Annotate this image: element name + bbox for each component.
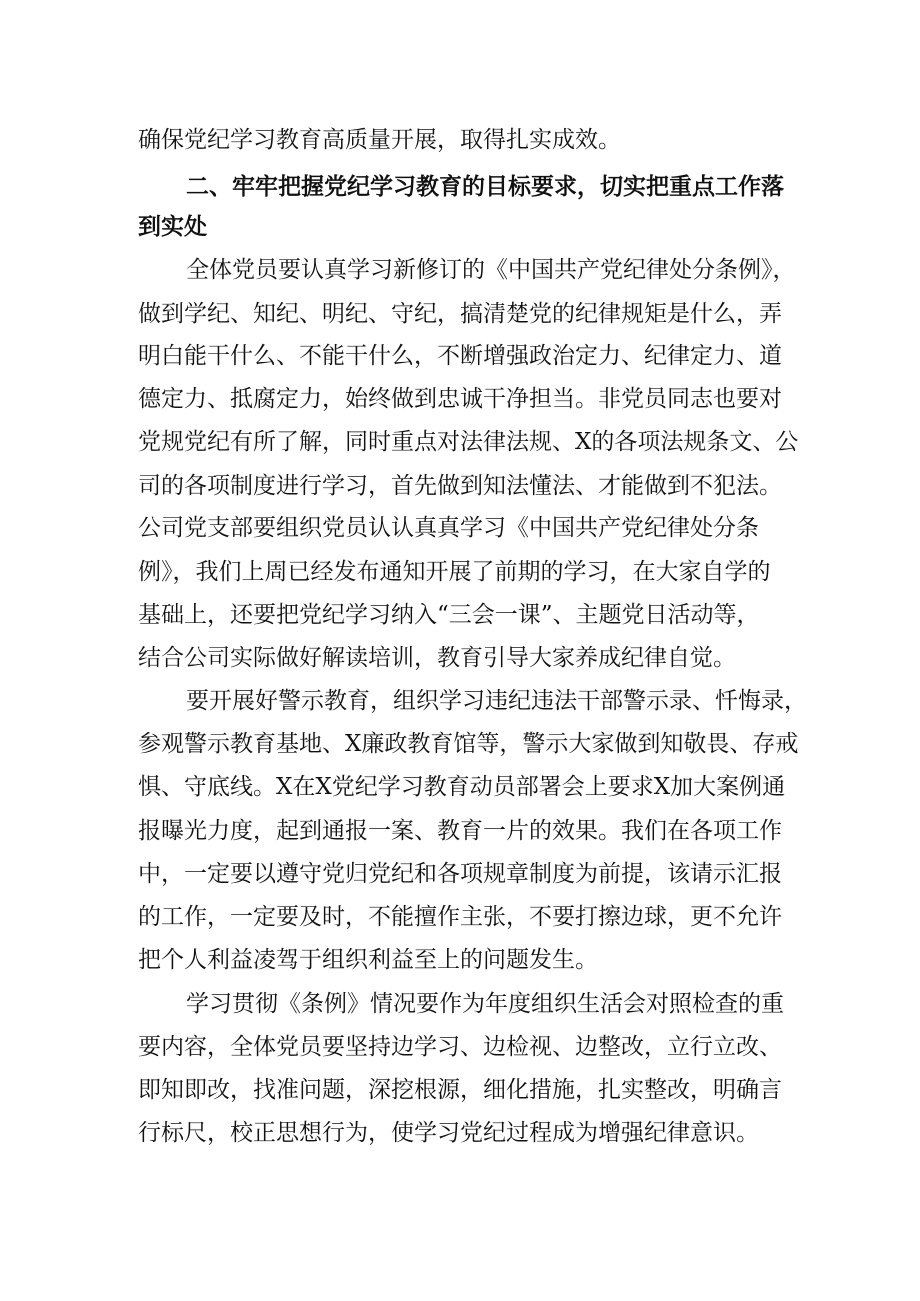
continuation-line: 确保党纪学习教育高质量开展，取得扎实成效。	[138, 127, 621, 153]
paragraph-2-line: 惧、守底线。X在X党纪学习教育动员部署会上要求X加大案例通	[138, 774, 786, 800]
paragraph-1-line: 全体党员要认真学习新修订的《中国共产党纪律处分条例》，	[186, 257, 796, 283]
paragraph-1-line: 基础上，还要把党纪学习纳入“三会一课”、主题党日活动等，	[138, 602, 760, 628]
paragraph-1-line: 司的各项制度进行学习，首先做到知法懂法、才能做到不犯法。	[138, 473, 782, 499]
section-heading-line-2: 到实处	[138, 214, 207, 240]
paragraph-1-line: 党规党纪有所了解，同时重点对法律法规、X的各项法规条文、公	[138, 429, 799, 455]
paragraph-3-line: 行标尺，校正思想行为，使学习党纪过程成为增强纪律意识。	[138, 1120, 759, 1146]
paragraph-2-line: 把个人利益凌驾于组织利益至上的问题发生。	[138, 947, 598, 973]
paragraph-3-line: 要内容，全体党员要坚持边学习、边检视、边整改，立行立改、	[138, 1034, 782, 1060]
paragraph-2-line: 中，一定要以遵守党归党纪和各项规章制度为前提，该请示汇报	[138, 861, 782, 887]
paragraph-2-line: 报曝光力度，起到通报一案、教育一片的效果。我们在各项工作	[138, 818, 782, 844]
paragraph-2-line: 的工作，一定要及时，不能擅作主张，不要打擦边球，更不允许	[138, 904, 782, 930]
paragraph-1-line: 明白能干什么、不能干什么，不断增强政治定力、纪律定力、道	[138, 343, 782, 369]
paragraph-2-line: 参观警示教育基地、X廉政教育馆等，警示大家做到知敬畏、存戒	[138, 731, 799, 757]
paragraph-3-line: 即知即改，找准问题，深挖根源，细化措施，扎实整改，明确言	[138, 1077, 782, 1103]
paragraph-3-line: 学习贯彻《条例》情况要作为年度组织生活会对照检查的重	[186, 991, 784, 1017]
paragraph-2-line: 要开展好警示教育，组织学习违纪违法干部警示录、忏悔录，	[186, 688, 807, 714]
paragraph-1-line: 做到学纪、知纪、明纪、守纪，搞清楚党的纪律规矩是什么，弄	[138, 301, 782, 327]
paragraph-1-line: 公司党支部要组织党员认认真真学习《中国共产党纪律处分条	[138, 515, 759, 541]
paragraph-1-line: 例》，我们上周已经发布通知开展了前期的学习，在大家自学的	[138, 559, 771, 585]
section-heading-line-1: 二、牢牢把握党纪学习教育的目标要求，切实把重点工作落	[186, 174, 784, 200]
paragraph-1-line: 德定力、抵腐定力，始终做到忠诚干净担当。非党员同志也要对	[138, 386, 782, 412]
paragraph-1-line: 结合公司实际做好解读培训，教育引导大家养成纪律自觉。	[138, 645, 736, 671]
